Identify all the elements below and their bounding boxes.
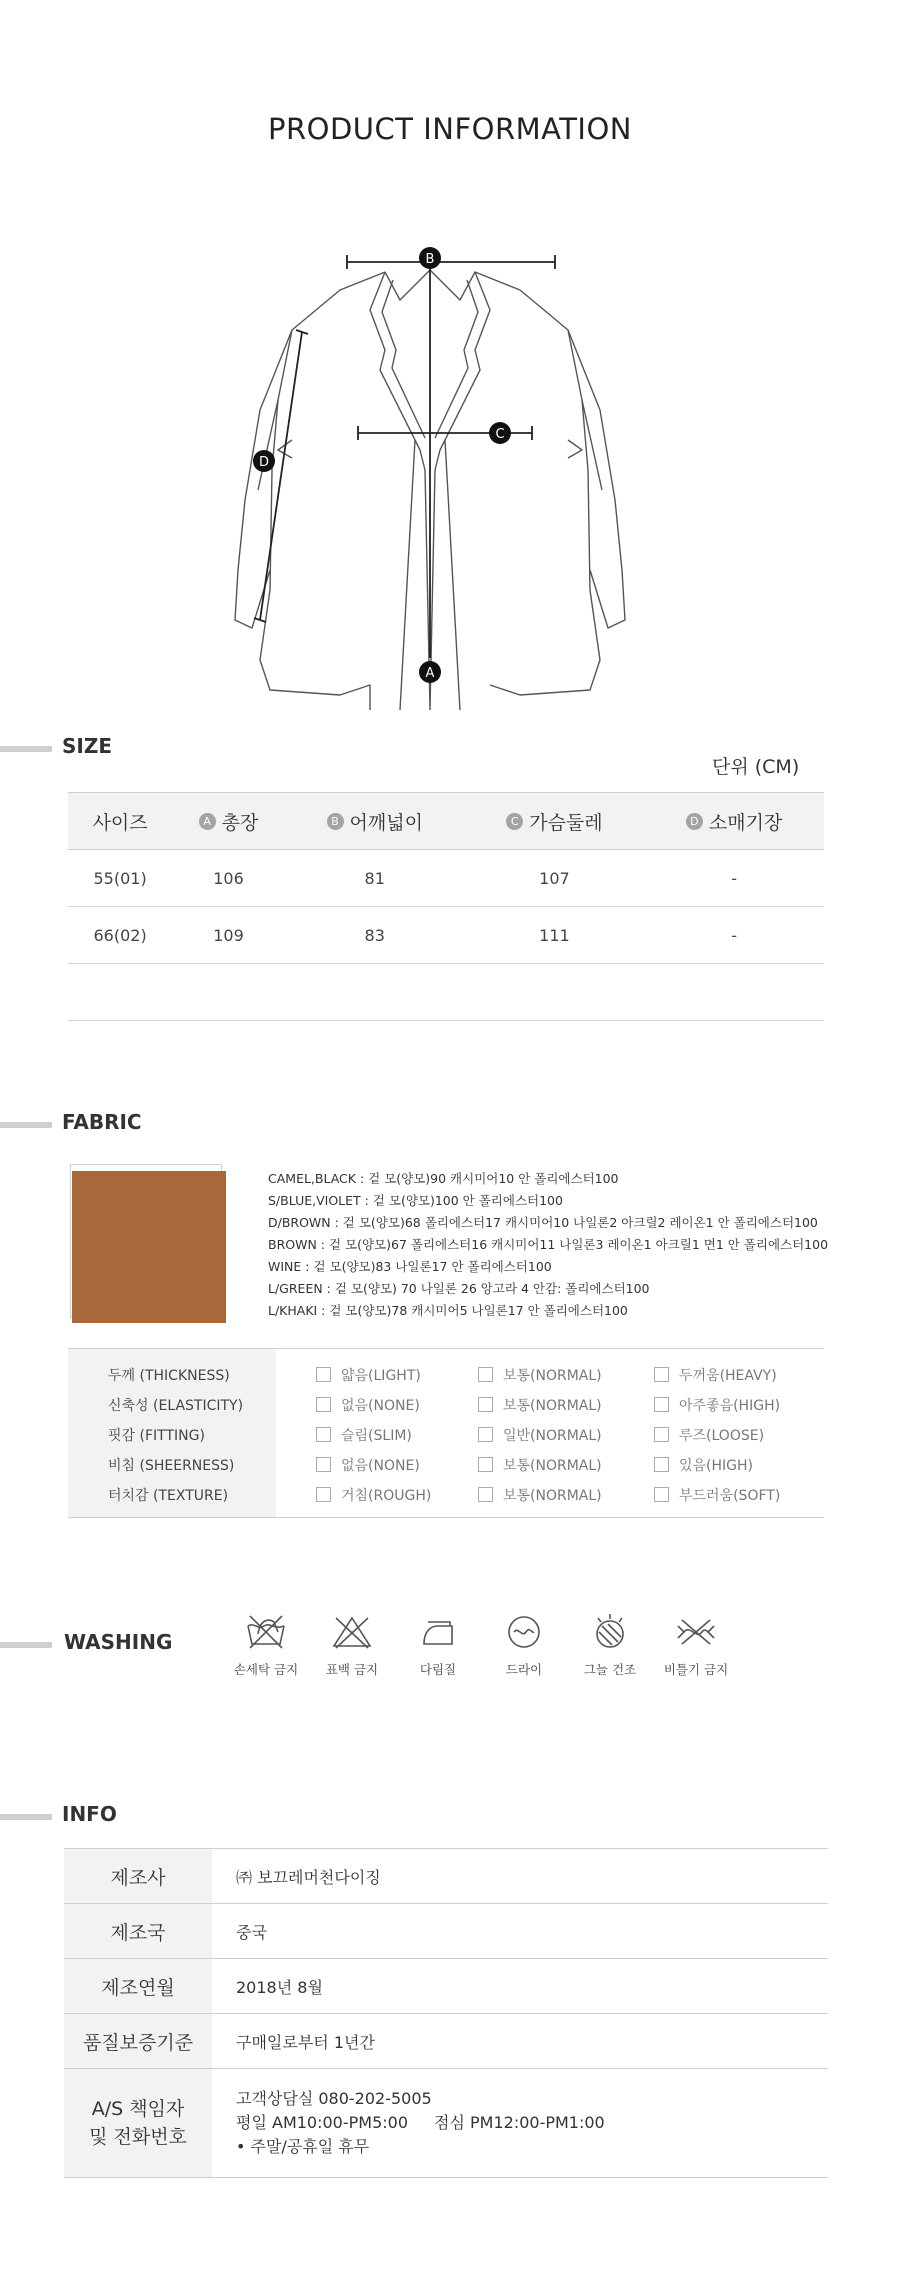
size-unit: 단위 (CM) [712,756,800,778]
info-row-warranty [64,2014,828,2069]
empty-cell [68,964,824,1021]
info-head: 제조사 [64,1849,212,1903]
size-header-chest: C 가슴둘레 [465,793,645,850]
badge-d: D [686,813,703,830]
composition-line: D/BROWN : 겉 모(양모)68 폴리에스터17 캐시미어10 나일론2 아크릴2 레이온1 안 폴리에스터100 [268,1215,818,1230]
property-row-elasticity [68,1389,824,1419]
property-name: 신축성 (ELASTICITY) [108,1398,244,1414]
chest-cell: 107 [465,850,645,907]
washing-section-bar [0,1642,52,1648]
info-head: 품질보증기준 [64,2014,212,2068]
table-row [68,907,824,964]
property-name: 핏감 (FITTING) [108,1428,205,1444]
checkbox[interactable] [654,1487,669,1502]
checkbox[interactable] [316,1457,331,1472]
option[interactable]: 일반(NORMAL) [478,1425,602,1445]
option[interactable]: 슬림(SLIM) [316,1425,412,1445]
wash-label: 다림질 [419,1662,457,1677]
size-header-size: 사이즈 [68,793,172,850]
option[interactable]: 보통(NORMAL) [478,1455,602,1475]
property-row-fitting [68,1419,824,1449]
composition-line: BROWN : 겉 모(양모)67 폴리에스터16 캐시미어11 나일론3 레이온1 아크릴1 면1 안 폴리에스터100 [268,1237,829,1252]
as-head-line1: A/S 책임자 [91,2098,185,2120]
marker-d: D [258,455,270,470]
property-name: 비침 (SHEERNESS) [108,1458,235,1474]
checkbox[interactable] [316,1367,331,1382]
length-cell: 106 [172,850,285,907]
table-row [68,850,824,907]
no-wring-icon [674,1612,718,1652]
page-title: PRODUCT INFORMATION [268,112,632,146]
no-hand-wash-icon [244,1612,288,1652]
property-row-thickness [68,1359,824,1389]
fabric-properties-table [68,1348,824,1518]
washing-section-title: WASHING [64,1630,173,1654]
fabric-section-bar [0,1122,52,1128]
option[interactable]: 두꺼움(HEAVY) [654,1365,777,1385]
sleeve-cell: - [644,907,824,964]
checkbox[interactable] [654,1367,669,1382]
info-head: 제조국 [64,1904,212,1958]
fabric-swatch [72,1171,226,1323]
info-value [212,2069,828,2177]
fabric-composition-list [268,1168,828,1322]
checkbox[interactable] [478,1397,493,1412]
marker-c: C [495,427,505,442]
size-cell: 55(01) [68,850,172,907]
shoulder-cell: 83 [285,907,465,964]
wash-item-iron [398,1612,478,1678]
wash-label: 비틀기 금지 [663,1662,729,1677]
wash-item-shade-dry [570,1612,650,1678]
checkbox[interactable] [478,1367,493,1382]
as-head-line2: 및 전화번호 [89,2126,187,2148]
iron-icon [416,1612,460,1652]
info-section-title: INFO [62,1802,117,1826]
length-cell: 109 [172,907,285,964]
no-bleach-icon [330,1612,374,1652]
size-cell: 66(02) [68,907,172,964]
marker-a: A [425,666,435,681]
table-row-empty [68,964,824,1021]
wash-item-no-bleach [312,1612,392,1678]
wash-label: 손세탁 금지 [233,1662,299,1677]
size-table-header [68,793,824,850]
coat-measurement-diagram [230,240,630,710]
badge-c: C [506,813,523,830]
composition-line: WINE : 겉 모(양모)83 나일론17 안 폴리에스터100 [268,1259,552,1274]
wash-label: 드라이 [505,1662,543,1677]
wash-label: 표백 금지 [325,1662,379,1677]
composition-line: L/GREEN : 겉 모(양모) 70 나일론 26 앙고라 4 안감: 폴리에스터100 [268,1281,650,1296]
option[interactable]: 보통(NORMAL) [478,1395,602,1415]
option[interactable]: 얇음(LIGHT) [316,1365,421,1385]
option[interactable]: 없음(NONE) [316,1395,420,1415]
info-row-country [64,1904,828,1959]
info-head: 제조연월 [64,1959,212,2013]
option[interactable]: 없음(NONE) [316,1455,420,1475]
as-holiday: • 주말/공휴일 휴무 [236,2137,370,2156]
property-name: 두께 (THICKNESS) [108,1368,230,1384]
checkbox[interactable] [316,1427,331,1442]
property-name: 터치감 (TEXTURE) [108,1488,229,1504]
size-header-sleeve: D 소매기장 [644,793,824,850]
option[interactable]: 거침(ROUGH) [316,1485,431,1505]
info-section-bar [0,1814,52,1820]
info-row-manufacturer [64,1849,828,1904]
wash-item-no-hand-wash [226,1612,306,1678]
info-value: 구매일로부터 1년간 [236,2032,375,2052]
checkbox[interactable] [478,1457,493,1472]
checkbox[interactable] [478,1427,493,1442]
as-phone: 고객상담실 080-202-5005 [236,2089,432,2108]
info-value: 중국 [236,1922,267,1942]
size-section-title: SIZE [62,734,113,758]
checkbox[interactable] [654,1457,669,1472]
property-row-texture [68,1479,824,1509]
size-header-length: A 총장 [172,793,285,850]
badge-a: A [199,813,216,830]
info-table [64,1848,828,2178]
shoulder-cell: 81 [285,850,465,907]
size-table [68,792,824,1021]
checkbox[interactable] [654,1427,669,1442]
option[interactable]: 보통(NORMAL) [478,1485,602,1505]
checkbox[interactable] [316,1487,331,1502]
checkbox[interactable] [654,1397,669,1412]
info-head [64,2069,212,2177]
wash-item-no-wring [656,1612,736,1678]
composition-line: CAMEL,BLACK : 겉 모(양모)90 캐시미어10 안 폴리에스터100 [268,1171,619,1186]
size-section-bar [0,746,52,752]
chest-cell: 111 [465,907,645,964]
option[interactable]: 아주좋음(HIGH) [654,1395,780,1415]
checkbox[interactable] [316,1397,331,1412]
size-header-shoulder: B 어깨넓이 [285,793,465,850]
fabric-section-title: FABRIC [62,1110,142,1134]
as-hours: 평일 AM10:00-PM5:00 점심 PM12:00-PM1:00 [236,2113,605,2132]
info-value: ㈜ 보끄레머천다이징 [236,1867,381,1887]
info-value: 2018년 8월 [236,1977,323,1997]
shade-dry-icon [588,1612,632,1652]
info-row-as [64,2069,828,2178]
wash-item-dry-clean [484,1612,564,1678]
badge-b: B [327,813,344,830]
info-row-date [64,1959,828,2014]
option[interactable]: 있음(HIGH) [654,1455,753,1475]
option[interactable]: 루즈(LOOSE) [654,1425,764,1445]
sleeve-cell: - [644,850,824,907]
composition-line: L/KHAKI : 겉 모(양모)78 캐시미어5 나일론17 안 폴리에스터100 [268,1303,628,1318]
marker-b: B [425,252,435,267]
composition-line: S/BLUE,VIOLET : 겉 모(양모)100 안 폴리에스터100 [268,1193,563,1208]
option[interactable]: 보통(NORMAL) [478,1365,602,1385]
wash-label: 그늘 건조 [583,1662,637,1677]
option[interactable]: 부드러움(SOFT) [654,1485,780,1505]
property-row-sheerness [68,1449,824,1479]
dry-clean-icon [502,1612,546,1652]
checkbox[interactable] [478,1487,493,1502]
